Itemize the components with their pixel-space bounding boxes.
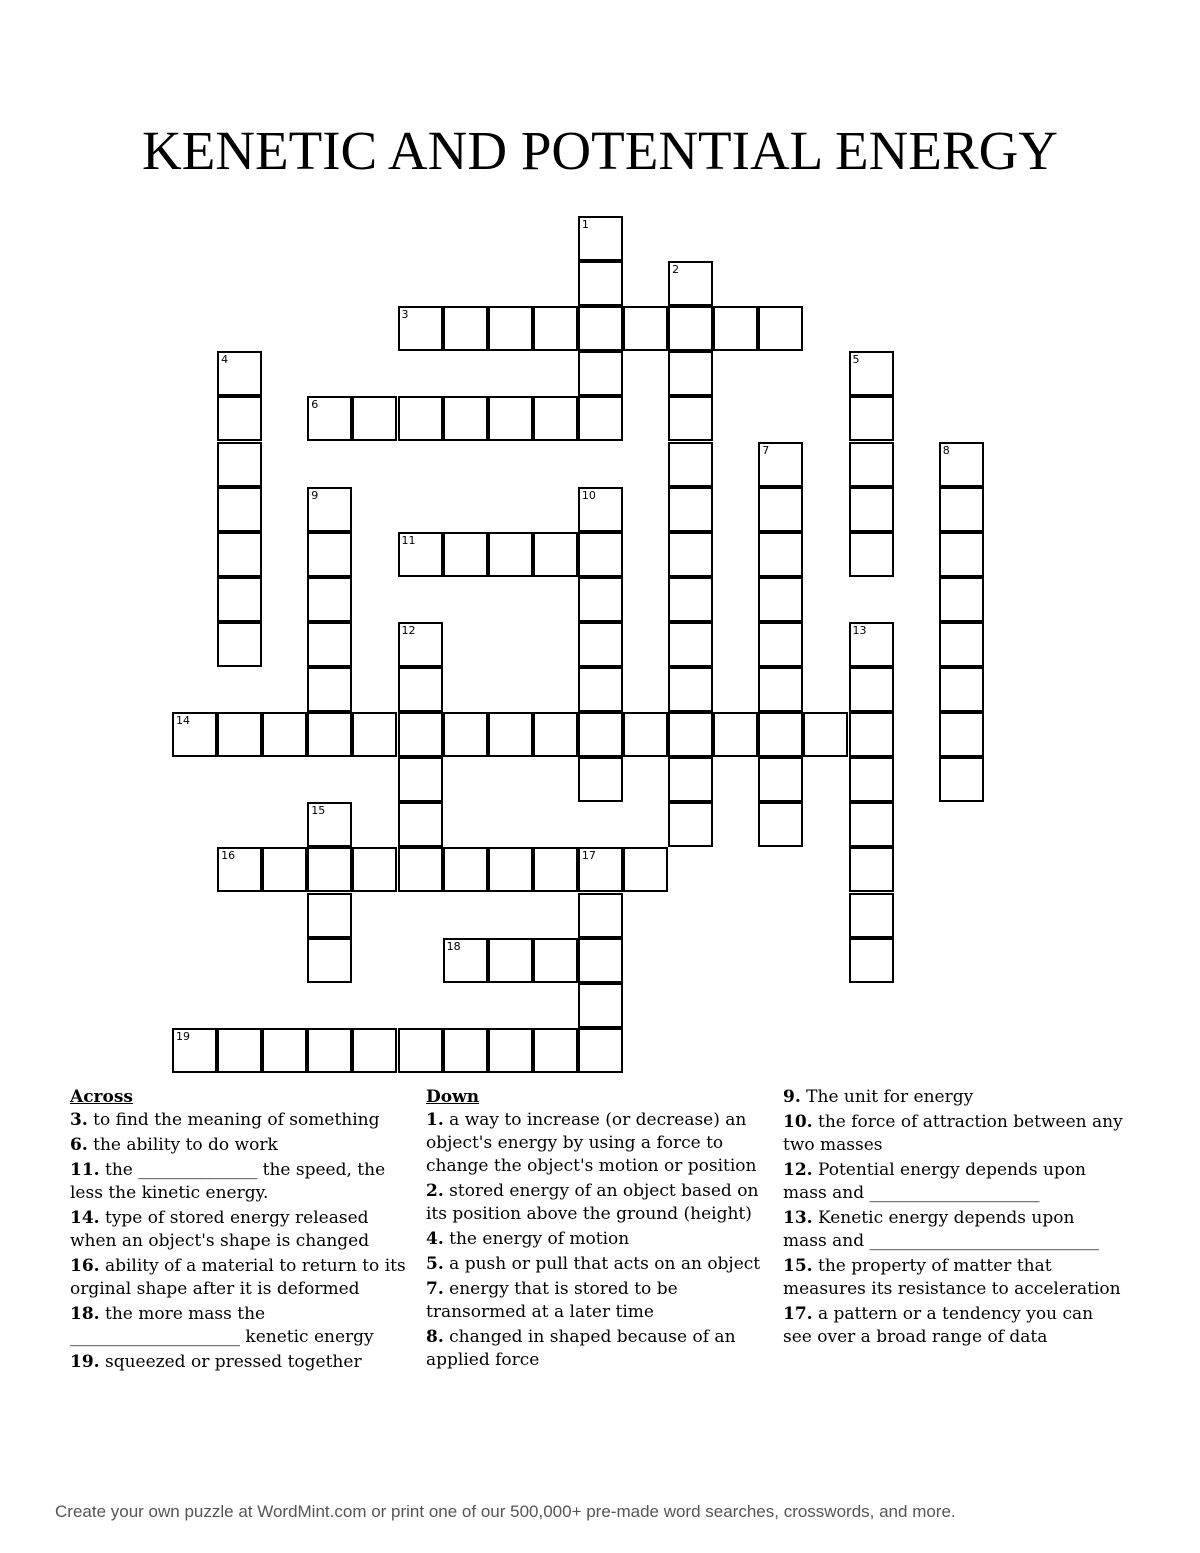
grid-cell[interactable] — [352, 712, 397, 757]
grid-cell[interactable] — [533, 712, 578, 757]
grid-cell[interactable] — [849, 442, 894, 487]
across-clues — [70, 1086, 415, 1376]
cell-number: 5 — [852, 353, 860, 367]
clue-number: 18. — [70, 1304, 100, 1324]
grid-cell[interactable] — [939, 622, 984, 667]
grid-cell[interactable] — [578, 983, 623, 1028]
grid-cell[interactable] — [578, 261, 623, 306]
grid-cell[interactable] — [307, 893, 352, 938]
grid-cell[interactable] — [939, 487, 984, 532]
clue-number: 4. — [426, 1229, 444, 1249]
grid-cell[interactable] — [262, 1028, 307, 1073]
grid-cell[interactable] — [939, 667, 984, 712]
grid-cell[interactable] — [668, 442, 713, 487]
grid-cell[interactable] — [578, 306, 623, 351]
clue-item — [70, 1159, 415, 1205]
cell-number: 15 — [311, 804, 326, 818]
clue-number: 19. — [70, 1352, 100, 1372]
clue-number: 5. — [426, 1254, 444, 1274]
clue-number: 3. — [70, 1110, 88, 1130]
grid-cell[interactable] — [443, 847, 488, 892]
grid-cell[interactable] — [488, 847, 533, 892]
grid-cell[interactable] — [398, 622, 443, 667]
grid-cell[interactable] — [758, 442, 803, 487]
clue-item — [783, 1207, 1123, 1253]
clue-item — [426, 1278, 766, 1324]
grid-cell[interactable] — [533, 532, 578, 577]
cell-number: 13 — [852, 623, 867, 637]
clue-item — [783, 1159, 1123, 1205]
cell-number: 4 — [221, 353, 229, 367]
grid-cell[interactable] — [849, 938, 894, 983]
grid-cell[interactable] — [533, 938, 578, 983]
clue-text: ability of a material to return to its orginal shape after it is deformed — [70, 1256, 406, 1299]
grid-cell[interactable] — [217, 712, 262, 757]
clue-number: 11. — [70, 1160, 100, 1180]
clue-number: 14. — [70, 1208, 100, 1228]
grid-cell[interactable] — [533, 396, 578, 441]
grid-cell[interactable] — [849, 487, 894, 532]
clue-item — [70, 1351, 415, 1374]
clue-item — [426, 1180, 766, 1226]
grid-cell[interactable] — [849, 396, 894, 441]
grid-cell[interactable] — [488, 396, 533, 441]
grid-cell[interactable] — [217, 532, 262, 577]
grid-cell[interactable] — [668, 712, 713, 757]
clue-number: 7. — [426, 1279, 444, 1299]
clue-text: The unit for energy — [800, 1087, 974, 1107]
across-heading: Across — [70, 1087, 133, 1107]
clue-text: the energy of motion — [443, 1229, 630, 1249]
cell-number: 7 — [762, 443, 770, 457]
cell-number: 14 — [176, 714, 190, 728]
grid-cell[interactable] — [398, 306, 443, 351]
grid-cell[interactable] — [307, 532, 352, 577]
grid-cell[interactable] — [849, 712, 894, 757]
grid-cell[interactable] — [668, 757, 713, 802]
grid-cell[interactable] — [307, 487, 352, 532]
grid-cell[interactable] — [713, 712, 758, 757]
clue-text: the property of matter that measures its resistance to acceleration — [783, 1256, 1121, 1299]
cell-number: 11 — [401, 533, 416, 547]
grid-cell[interactable] — [668, 487, 713, 532]
clue-number: 12. — [783, 1160, 813, 1180]
grid-cell[interactable] — [849, 622, 894, 667]
grid-cell[interactable] — [307, 712, 352, 757]
grid-cell[interactable] — [578, 893, 623, 938]
clue-text: stored energy of an object based on its position above the ground (height) — [426, 1181, 759, 1224]
cell-number: 2 — [672, 263, 680, 277]
grid-cell[interactable] — [849, 532, 894, 577]
grid-cell[interactable] — [849, 893, 894, 938]
down-clue-list — [426, 1109, 766, 1372]
cell-number: 6 — [311, 398, 319, 412]
grid-cell[interactable] — [939, 712, 984, 757]
cell-number: 19 — [176, 1029, 190, 1043]
grid-cell[interactable] — [758, 532, 803, 577]
grid-cell[interactable] — [578, 712, 623, 757]
clue-item — [426, 1326, 766, 1372]
grid-cell[interactable] — [758, 667, 803, 712]
clue-number: 10. — [783, 1112, 813, 1132]
cell-number: 16 — [221, 849, 236, 863]
clue-item — [426, 1253, 766, 1276]
cell-number: 3 — [401, 308, 409, 322]
grid-cell[interactable] — [578, 757, 623, 802]
grid-cell[interactable] — [398, 712, 443, 757]
grid-cell[interactable] — [849, 802, 894, 847]
footer-note: Create your own puzzle at WordMint.com or print one of our 500,000+ pre-made word searches, crosswords, and more. — [55, 1502, 956, 1521]
grid-cell[interactable] — [668, 396, 713, 441]
grid-cell[interactable] — [488, 712, 533, 757]
clue-item — [426, 1109, 766, 1178]
cell-number: 18 — [446, 939, 461, 953]
cell-number: 10 — [581, 488, 596, 502]
clue-number: 2. — [426, 1181, 444, 1201]
grid-cell[interactable] — [758, 802, 803, 847]
grid-cell[interactable] — [443, 396, 488, 441]
clue-item — [426, 1228, 766, 1251]
grid-cell[interactable] — [398, 847, 443, 892]
grid-cell[interactable] — [578, 487, 623, 532]
clue-number: 1. — [426, 1110, 444, 1130]
cell-number: 1 — [581, 218, 589, 231]
clue-item — [783, 1111, 1123, 1157]
clue-item — [70, 1134, 415, 1157]
cell-number: 9 — [311, 488, 319, 502]
grid-cell[interactable] — [623, 847, 668, 892]
grid-cell[interactable] — [939, 577, 984, 622]
clue-item — [70, 1255, 415, 1301]
grid-cell[interactable] — [849, 351, 894, 396]
puzzle-title: KENETIC AND POTENTIAL ENERGY — [141, 120, 1059, 181]
grid-cell[interactable] — [578, 396, 623, 441]
down-clue-list-continued — [783, 1086, 1123, 1349]
grid-cell[interactable] — [307, 938, 352, 983]
grid-cell[interactable] — [803, 712, 848, 757]
grid-cell[interactable] — [443, 306, 488, 351]
grid-cell[interactable] — [578, 216, 623, 261]
grid-cell[interactable] — [758, 622, 803, 667]
grid-cell[interactable] — [849, 667, 894, 712]
grid-cell[interactable] — [172, 1028, 217, 1073]
clue-item — [70, 1207, 415, 1253]
cell-number: 8 — [942, 443, 950, 457]
grid-cell[interactable] — [849, 847, 894, 892]
cell-number: 12 — [401, 623, 416, 637]
grid-cell[interactable] — [939, 757, 984, 802]
grid-cell[interactable] — [307, 802, 352, 847]
grid-cell[interactable] — [217, 396, 262, 441]
grid-cell[interactable] — [668, 261, 713, 306]
grid-cell[interactable] — [307, 667, 352, 712]
across-clue-list — [70, 1109, 415, 1374]
grid-cell[interactable] — [668, 667, 713, 712]
grid-cell[interactable] — [398, 1028, 443, 1073]
grid-cell[interactable] — [488, 938, 533, 983]
grid-cell[interactable] — [939, 442, 984, 487]
grid-cell[interactable] — [352, 847, 397, 892]
grid-cell[interactable] — [307, 847, 352, 892]
grid-cell[interactable] — [578, 577, 623, 622]
grid-cell[interactable] — [217, 622, 262, 667]
grid-cell[interactable] — [217, 351, 262, 396]
grid-cell[interactable] — [217, 577, 262, 622]
grid-cell[interactable] — [578, 351, 623, 396]
grid-cell[interactable] — [443, 712, 488, 757]
grid-cell[interactable] — [623, 712, 668, 757]
grid-cell[interactable] — [578, 938, 623, 983]
grid-cell[interactable] — [172, 712, 217, 757]
clue-item — [783, 1086, 1123, 1109]
clue-text: the more mass the ____________________ kenetic energy — [70, 1304, 374, 1347]
grid-cell[interactable] — [758, 306, 803, 351]
clue-text: a push or pull that acts on an object — [443, 1254, 761, 1274]
down-clues-continued — [783, 1086, 1123, 1351]
grid-cell[interactable] — [578, 847, 623, 892]
down-clues — [426, 1086, 766, 1374]
grid-cell[interactable] — [352, 396, 397, 441]
grid-cell[interactable] — [939, 532, 984, 577]
grid-cell[interactable] — [533, 847, 578, 892]
clue-number: 13. — [783, 1208, 813, 1228]
grid-cell[interactable] — [533, 306, 578, 351]
grid-cell[interactable] — [533, 1028, 578, 1073]
clue-text: the force of attraction between any two masses — [783, 1112, 1123, 1155]
grid-cell[interactable] — [668, 351, 713, 396]
grid-cell[interactable] — [307, 1028, 352, 1073]
grid-cell[interactable] — [352, 1028, 397, 1073]
grid-cell[interactable] — [443, 938, 488, 983]
grid-cell[interactable] — [758, 757, 803, 802]
clue-text: type of stored energy released when an object's shape is changed — [70, 1208, 370, 1251]
grid-cell[interactable] — [398, 532, 443, 577]
grid-cell[interactable] — [578, 532, 623, 577]
clue-text: to find the meaning of something — [87, 1110, 380, 1130]
clue-item — [783, 1255, 1123, 1301]
clue-text: squeezed or pressed together — [99, 1352, 362, 1372]
grid-cell[interactable] — [758, 577, 803, 622]
grid-cell[interactable] — [758, 487, 803, 532]
clue-text: the ______________ the speed, the less the kinetic energy. — [70, 1160, 386, 1203]
clue-number: 17. — [783, 1304, 813, 1324]
grid-cell[interactable] — [578, 667, 623, 712]
grid-cell[interactable] — [307, 577, 352, 622]
clue-text: the ability to do work — [87, 1135, 278, 1155]
clue-number: 16. — [70, 1256, 100, 1276]
clue-item — [783, 1303, 1123, 1349]
grid-cell[interactable] — [488, 1028, 533, 1073]
down-heading: Down — [426, 1087, 480, 1107]
clue-number: 9. — [783, 1087, 801, 1107]
grid-cell[interactable] — [488, 306, 533, 351]
grid-cell[interactable] — [668, 532, 713, 577]
grid-cell[interactable] — [217, 1028, 262, 1073]
grid-cell[interactable] — [217, 847, 262, 892]
grid-cell[interactable] — [668, 802, 713, 847]
clue-text: a pattern or a tendency you can see over a broad range of data — [783, 1304, 1094, 1347]
grid-cell[interactable] — [758, 712, 803, 757]
grid-cell[interactable] — [443, 532, 488, 577]
grid-cell[interactable] — [398, 802, 443, 847]
clue-number: 15. — [783, 1256, 813, 1276]
clue-number: 6. — [70, 1135, 88, 1155]
grid-cell[interactable] — [262, 712, 307, 757]
clue-text: energy that is stored to be transormed at a later time — [426, 1279, 678, 1322]
grid-cell[interactable] — [713, 306, 758, 351]
grid-cell[interactable] — [262, 847, 307, 892]
clue-text: Kenetic energy depends upon mass and ___________________________ — [783, 1208, 1099, 1251]
grid-cell[interactable] — [668, 306, 713, 351]
grid-cell[interactable] — [668, 622, 713, 667]
clue-item — [70, 1303, 415, 1349]
clue-text: Potential energy depends upon mass and ____________________ — [783, 1160, 1086, 1203]
clue-text: changed in shaped because of an applied force — [426, 1327, 736, 1370]
grid-cell[interactable] — [488, 532, 533, 577]
grid-cell[interactable] — [398, 667, 443, 712]
grid-cell[interactable] — [668, 577, 713, 622]
grid-cell[interactable] — [307, 622, 352, 667]
grid-cell[interactable] — [398, 757, 443, 802]
grid-cell[interactable] — [217, 487, 262, 532]
grid-cell[interactable] — [398, 396, 443, 441]
clue-number: 8. — [426, 1327, 444, 1347]
grid-cell[interactable] — [578, 1028, 623, 1073]
grid-cell[interactable] — [217, 442, 262, 487]
grid-cell[interactable] — [578, 622, 623, 667]
cell-number: 17 — [581, 849, 596, 863]
grid-cell[interactable] — [443, 1028, 488, 1073]
clue-text: a way to increase (or decrease) an object's energy by using a force to change the object's motion or position — [426, 1110, 757, 1176]
grid-cell[interactable] — [623, 306, 668, 351]
clue-item — [70, 1109, 415, 1132]
grid-cell[interactable] — [849, 757, 894, 802]
grid-cell[interactable] — [307, 396, 352, 441]
